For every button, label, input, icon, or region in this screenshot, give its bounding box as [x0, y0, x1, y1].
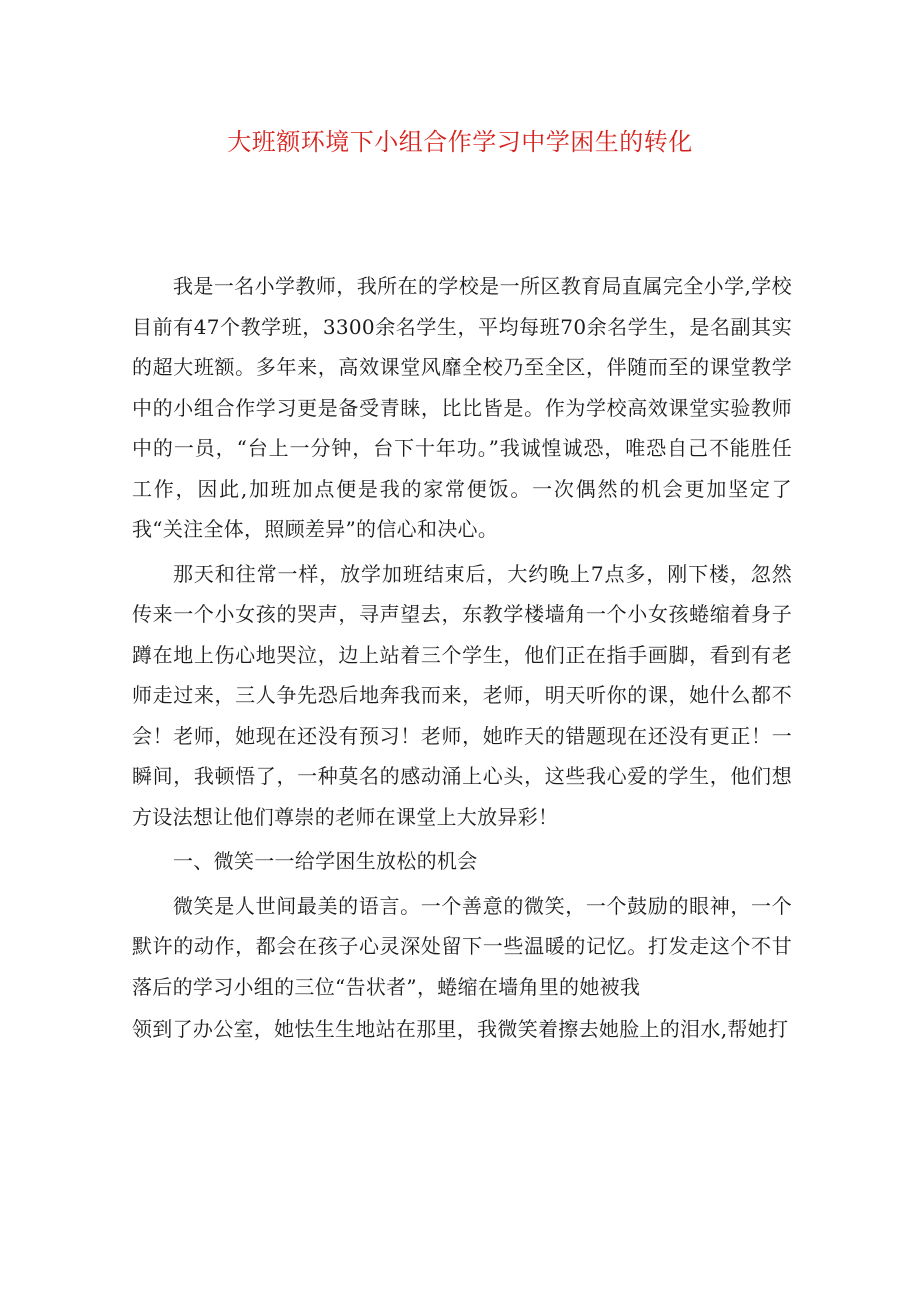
section-heading-smile: 一、微笑一一给学困生放松的机会 — [173, 849, 478, 873]
paragraph-continued: 领到了办公室，她怯生生地站在那里，我微笑着擦去她脸上的泪水,帮她打 — [132, 1017, 789, 1041]
paragraph-intro: 我是一名小学教师，我所在的学校是一所区教育局直属完全小学,学校目前有47个教学班，3300余名学生，平均每班70余名学生，是名副其实的超大班额。多年来，高效课堂风靡全校乃至全区，伴随而至的课堂教学中的小组合作学习更是备受青睐，比比皆是。作为学校高效课堂实验教师中的一员，“台上一分钟，台下十年功。”我诚惶诚恐，唯恐自己不能胜任工作，因此,加班加点便是我的家常便饭。一次偶然的机会更加坚定了我“关注全体，照顾差异”的信心和决心。 — [132, 274, 792, 541]
document-title: 大班额环境下小组合作学习中学困生的转化 — [227, 128, 693, 156]
paragraph-smile: 微笑是人世间最美的语言。一个善意的微笑，一个鼓励的眼神，一个默许的动作，都会在孩子心灵深处留下一些温暖的记忆。打发走这个不甘落后的学习小组的三位“告状者”，蜷缩在墙角里的她被我 — [132, 893, 792, 999]
document-body — [132, 266, 792, 1050]
paragraph-story: 那天和往常一样，放学加班结束后，大约晚上7点多，刚下楼，忽然传来一个小女孩的哭声，寻声望去，东教学楼墙角一个小女孩蜷缩着身子蹲在地上伤心地哭泣，边上站着三个学生，他们正在指手画脚，看到有老师走过来，三人争先恐后地奔我而来，老师，明天听你的课，她什么都不会！老师，她现在还没有预习！老师，她昨天的错题现在还没有更正！一瞬间，我顿悟了，一种莫名的感动涌上心头，这些我心爱的学生，他们想方设法想让他们尊崇的老师在课堂上大放异彩！ — [132, 561, 792, 829]
